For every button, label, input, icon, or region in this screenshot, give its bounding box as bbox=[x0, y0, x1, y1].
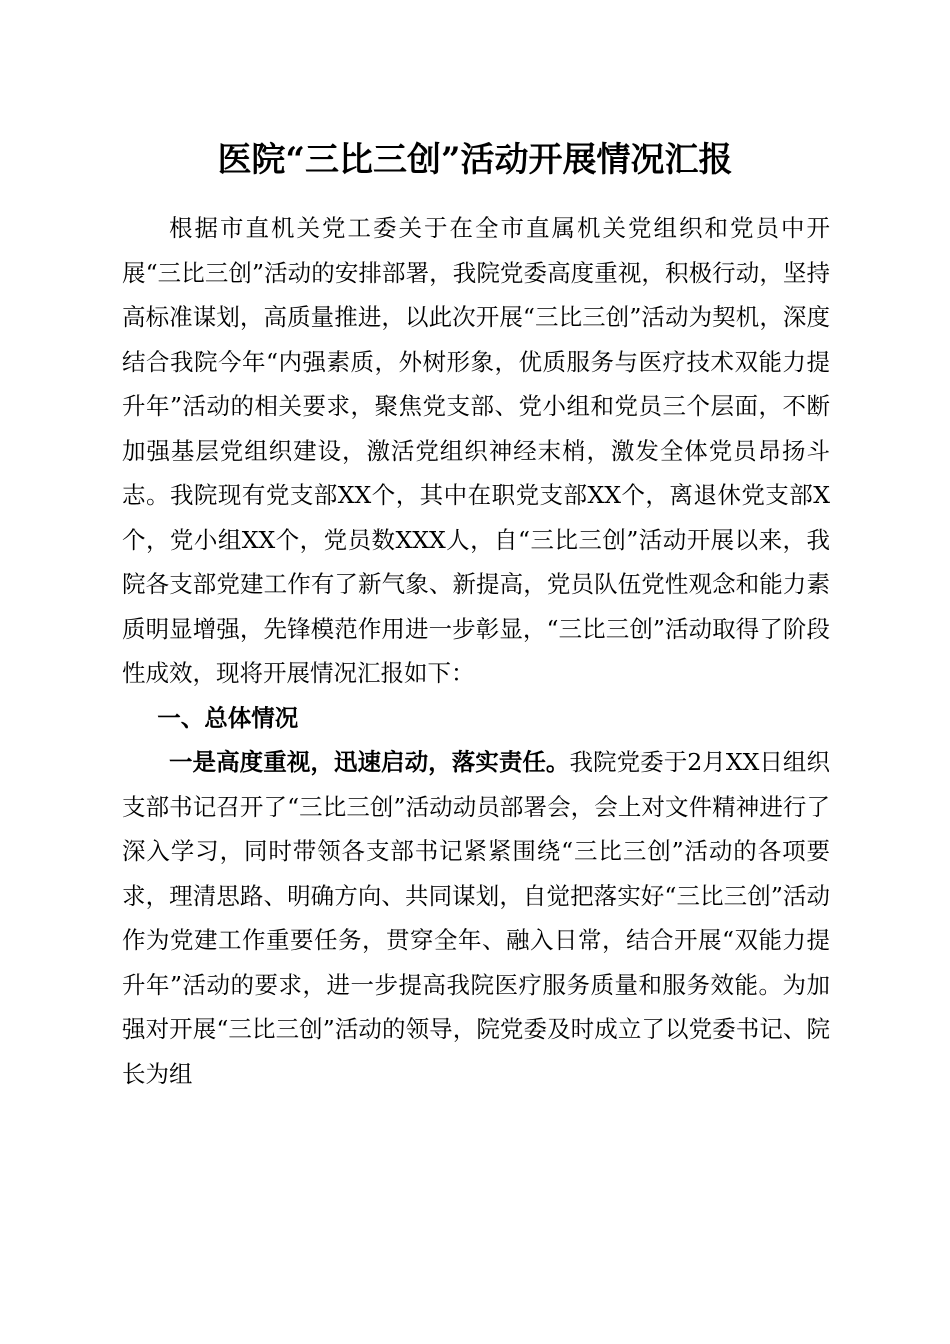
section-heading-overview: 一、总体情况 bbox=[157, 703, 299, 732]
intro-paragraph: 根据市直机关党工委关于在全市直属机关党组织和党员中开展“三比三创”活动的安排部署，我院党委高度重视，积极行动，坚持高标准谋划，高质量推进，以此次开展“三比三创”活动为契机，深度结合我院今年“内强素质，外树形象，优质服务与医疗技术双能力提升年”活动的相关要求，聚焦党支部、党小组和党员三个层面，不断加强基层党组织建设，激活党组织神经末梢，激发全体党员昂扬斗志。我院现有党支部XX个，其中在职党支部XX个，离退休党支部X个，党小组XX个，党员数XXX人，自“三比三创”活动开展以来，我院各支部党建工作有了新气象、新提高，党员队伍党性观念和能力素质明显增强，先锋模范作用进一步彰显，“三比三创”活动取得了阶段性成效，现将开展情况汇报如下： bbox=[122, 214, 830, 687]
paragraph-body-text: 我院党委于2月XX日组织支部书记召开了“三比三创”活动动员部署会，会上对文件精神进行了深入学习，同时带领各支部书记紧紧围绕“三比三创”活动的各项要求，理清思路、明确方向、共同谋划，自觉把落实好“三比三创”活动作为党建工作重要任务，贯穿全年、融入日常，结合开展“双能力提升年”活动的要求，进一步提高我院医疗服务质量和服务效能。为加强对开展“三比三创”活动的领导，院党委及时成立了以党委书记、院长为组 bbox=[122, 748, 830, 1088]
document-title: 医院“三比三创”活动开展情况汇报 bbox=[217, 140, 733, 180]
paragraph-lead-sentence: 一是高度重视，迅速启动，落实责任。 bbox=[169, 748, 570, 776]
document-body bbox=[122, 206, 830, 1096]
section-paragraph-first bbox=[122, 740, 830, 1096]
